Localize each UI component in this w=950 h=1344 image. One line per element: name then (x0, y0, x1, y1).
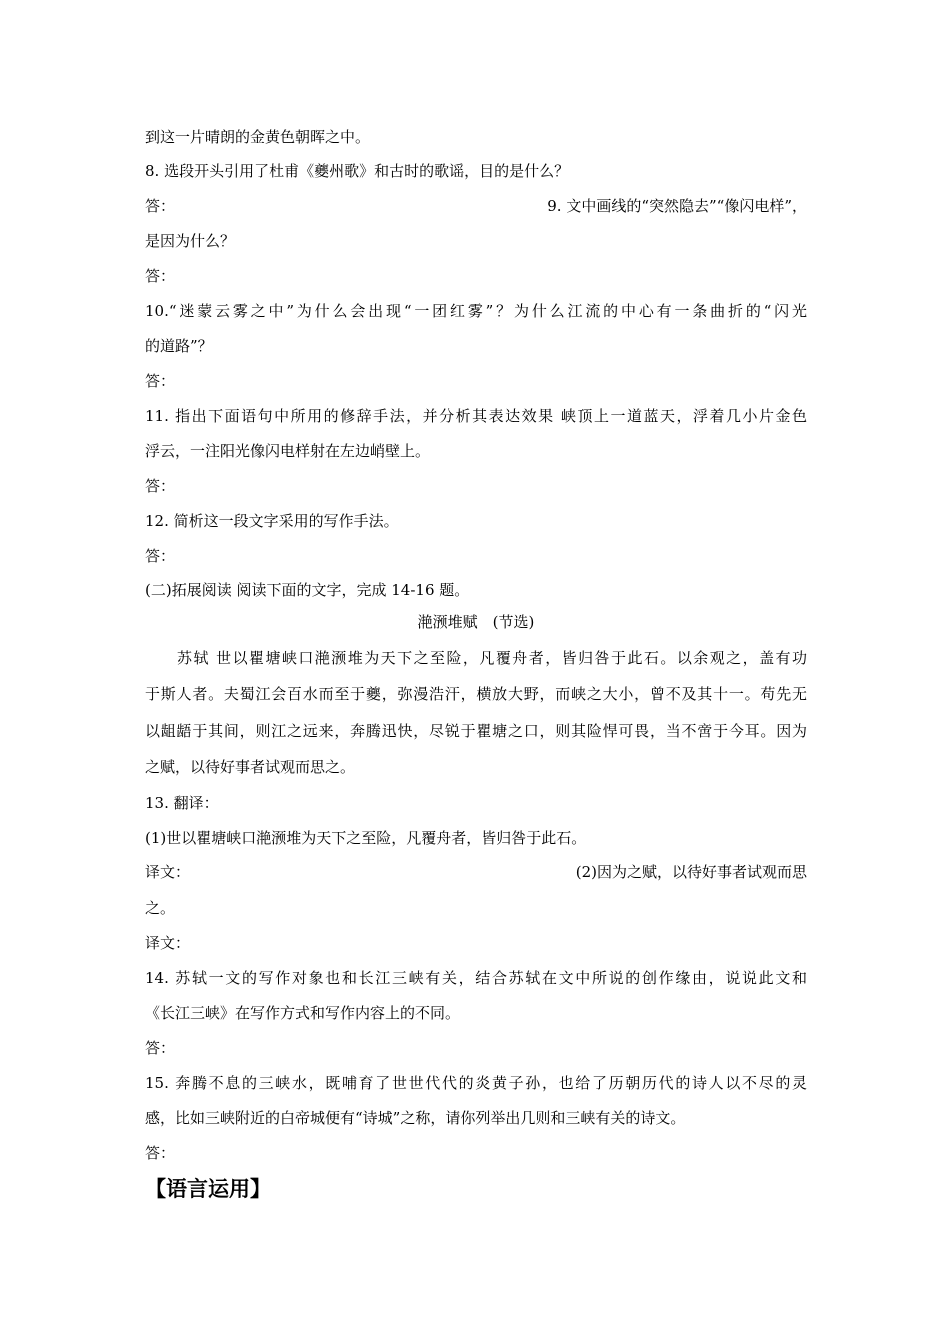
answer-label: 答： (145, 267, 176, 285)
answer-label: 答： (145, 477, 176, 495)
question-15: 15. 奔腾不息的三峡水，既哺育了世世代代的炎黄子孙，也给了历朝历代的诗人以不尽的灵 (145, 1074, 807, 1092)
translation-item-2-continued: 之。 (145, 899, 176, 917)
passage-line: 以龃龉于其间，则江之远来，奔腾迅快，尽锐于瞿塘之口，则其险悍可畏，当不啻于今耳。因为 (145, 722, 807, 740)
question-14-continued: 《长江三峡》在写作方式和写作内容上的不同。 (145, 1004, 461, 1022)
question-10-continued: 的道路”？ (145, 337, 213, 355)
answer-label: 答： (145, 547, 176, 565)
answer-label: 答： (145, 197, 176, 215)
question-10: 10.“迷蒙云雾之中”为什么会出现“一团红雾”？为什么江流的中心有一条曲折的“闪光 (145, 302, 807, 320)
section-title-extended-reading: (二)拓展阅读 阅读下面的文字，完成 14-16 题。 (145, 581, 470, 599)
text-line: 到这一片晴朗的金黄色朝晖之中。 (145, 128, 371, 146)
question-12: 12. 简析这一段文字采用的写作手法。 (145, 512, 399, 530)
translation-item-2: (2)因为之赋，以待好事者试观而思 (575, 863, 807, 881)
translation-label: 译文： (145, 863, 191, 881)
translation-label: 译文： (145, 934, 191, 952)
question-14: 14. 苏轼一文的写作对象也和长江三峡有关，结合苏轼在文中所说的创作缘由，说说此文和 (145, 969, 807, 987)
question-9: 9. 文中画线的“突然隐去”“像闪电样”， (547, 197, 807, 215)
answer-label: 答： (145, 1039, 176, 1057)
question-13: 13. 翻译： (145, 794, 219, 812)
question-11-continued: 浮云，一注阳光像闪电样射在左边峭壁上。 (145, 442, 431, 460)
passage-line: 之赋，以待好事者试观而思之。 (145, 758, 356, 776)
translation-line-with-item-2 (145, 862, 807, 882)
question-8: 8. 选段开头引用了杜甫《夔州歌》和古时的歌谣，目的是什么？ (145, 162, 570, 180)
passage-title: 滟滪堆赋 (节选) (417, 613, 535, 631)
answer-label: 答： (145, 372, 176, 390)
translation-item-1: (1)世以瞿塘峡口滟滪堆为天下之至险，凡覆舟者，皆归咎于此石。 (145, 829, 587, 847)
question-9-continued: 是因为什么？ (145, 232, 236, 250)
question-15-continued: 感，比如三峡附近的白帝城便有“诗城”之称，请你列举出几则和三峡有关的诗文。 (145, 1109, 686, 1127)
answer-line-with-question-9 (145, 196, 807, 216)
passage-line: 于斯人者。夫蜀江会百水而至于夔，弥漫浩汗，横放大野，而峡之大小，曾不及其十一。苟先无 (145, 685, 807, 703)
answer-label: 答： (145, 1144, 176, 1162)
question-11: 11. 指出下面语句中所用的修辞手法，并分析其表达效果 峡顶上一道蓝天，浮着几小片金色 (145, 407, 807, 425)
section-heading-language-use: 【语言运用】 (145, 1177, 271, 1201)
passage-line: 苏轼 世以瞿塘峡口滟滪堆为天下之至险，凡覆舟者，皆归咎于此石。以余观之，盖有功 (177, 649, 807, 667)
